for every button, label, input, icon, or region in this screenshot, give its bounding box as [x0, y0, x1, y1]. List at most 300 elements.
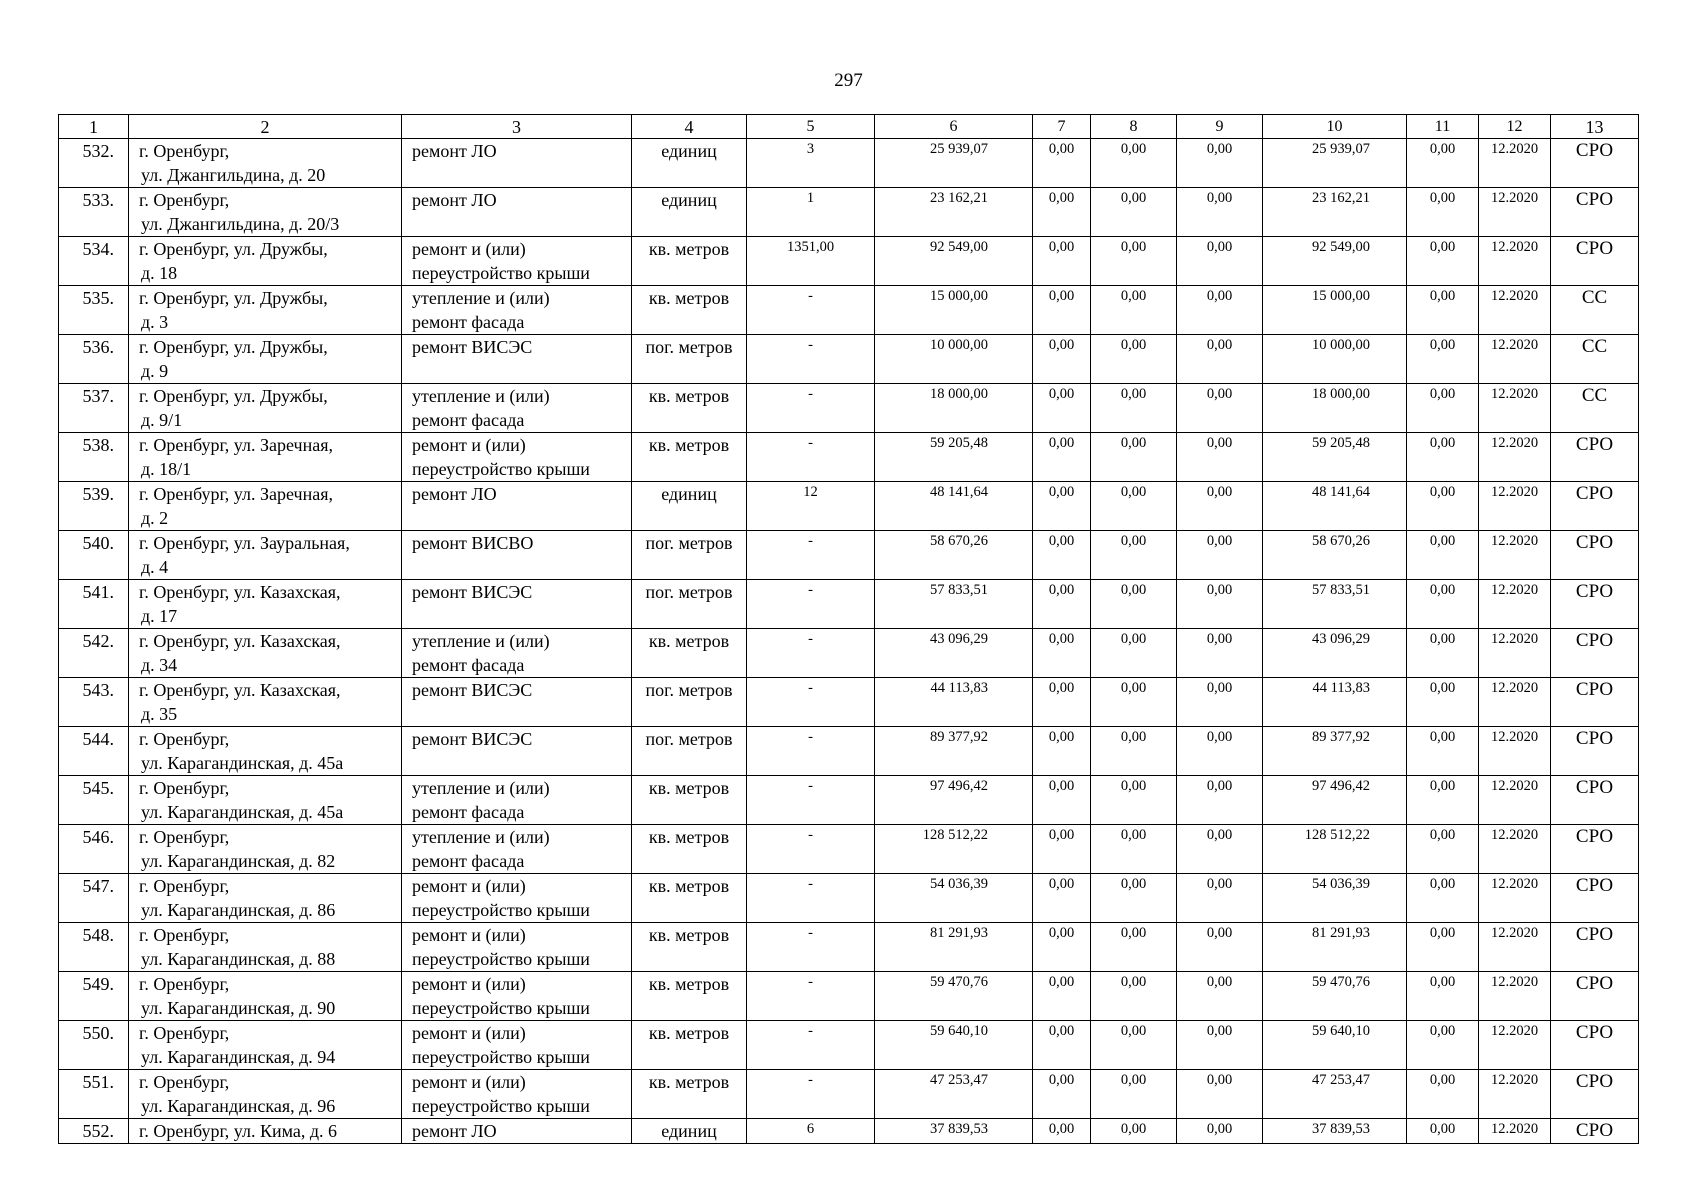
deadline-cell: 12.2020	[1479, 678, 1551, 727]
work-type-cell-line: ремонт фасада	[412, 851, 525, 871]
deadline-cell: 12.2020	[1479, 727, 1551, 776]
deadline-cell: 12.2020	[1479, 825, 1551, 874]
quantity-cell: -	[747, 825, 875, 874]
col7-cell: 0,00	[1033, 580, 1091, 629]
unit-cell: кв. метров	[632, 629, 747, 678]
col9-cell: 0,00	[1177, 629, 1263, 678]
col11-cell: 0,00	[1407, 286, 1479, 335]
work-type-cell-line: ремонт ВИСЭС	[412, 582, 533, 602]
row-number: 549.	[59, 972, 129, 1021]
work-type-cell-line: переустройство крыши	[412, 949, 590, 969]
address-cell-line: д. 2	[141, 508, 169, 528]
address-cell-line: г. Оренбург,	[139, 141, 230, 161]
address-cell-line: г. Оренбург, ул. Кима, д. 6	[139, 1121, 338, 1141]
work-type-cell-line: ремонт фасада	[412, 655, 525, 675]
address-cell	[129, 286, 402, 335]
col9-cell: 0,00	[1177, 139, 1263, 188]
col11-cell: 0,00	[1407, 1021, 1479, 1070]
work-type-cell	[402, 825, 632, 874]
col10-cell: 37 839,53	[1263, 1119, 1407, 1144]
col11-cell: 0,00	[1407, 531, 1479, 580]
address-cell	[129, 237, 402, 286]
unit-cell: кв. метров	[632, 237, 747, 286]
deadline-cell: 12.2020	[1479, 1070, 1551, 1119]
address-cell-line: г. Оренбург,	[139, 925, 230, 945]
unit-cell: кв. метров	[632, 433, 747, 482]
table-row	[59, 580, 1639, 629]
col9-cell: 0,00	[1177, 923, 1263, 972]
deadline-cell: 12.2020	[1479, 923, 1551, 972]
address-cell	[129, 1119, 402, 1144]
col9-cell: 0,00	[1177, 825, 1263, 874]
address-cell-line: г. Оренбург, ул. Дружбы,	[139, 288, 328, 308]
quantity-cell: 12	[747, 482, 875, 531]
unit-cell: пог. метров	[632, 335, 747, 384]
col10-cell: 59 470,76	[1263, 972, 1407, 1021]
address-cell-line: г. Оренбург,	[139, 1023, 230, 1043]
column-header-10: 10	[1263, 115, 1407, 139]
address-cell-line: ул. Карагандинская, д. 45а	[141, 802, 344, 822]
address-cell	[129, 580, 402, 629]
funding-source-cell: СРО	[1551, 531, 1639, 580]
total-cost-cell: 47 253,47	[875, 1070, 1033, 1119]
col9-cell: 0,00	[1177, 188, 1263, 237]
row-number: 534.	[59, 237, 129, 286]
deadline-cell: 12.2020	[1479, 482, 1551, 531]
address-cell-line: д. 35	[141, 704, 178, 724]
row-number: 540.	[59, 531, 129, 580]
col8-cell: 0,00	[1091, 335, 1177, 384]
total-cost-cell: 23 162,21	[875, 188, 1033, 237]
page-number: 297	[834, 70, 863, 91]
col9-cell: 0,00	[1177, 237, 1263, 286]
col8-cell: 0,00	[1091, 433, 1177, 482]
col7-cell: 0,00	[1033, 923, 1091, 972]
col11-cell: 0,00	[1407, 482, 1479, 531]
quantity-cell: 1	[747, 188, 875, 237]
work-type-cell	[402, 433, 632, 482]
col11-cell: 0,00	[1407, 776, 1479, 825]
col11-cell: 0,00	[1407, 433, 1479, 482]
header-row	[59, 115, 1639, 139]
column-header-4: 4	[632, 115, 747, 139]
deadline-cell: 12.2020	[1479, 433, 1551, 482]
col11-cell: 0,00	[1407, 923, 1479, 972]
table-row	[59, 1070, 1639, 1119]
col11-cell: 0,00	[1407, 580, 1479, 629]
col8-cell: 0,00	[1091, 1119, 1177, 1144]
quantity-cell: -	[747, 923, 875, 972]
col9-cell: 0,00	[1177, 286, 1263, 335]
col8-cell: 0,00	[1091, 1021, 1177, 1070]
work-type-cell-line: ремонт фасада	[412, 410, 525, 430]
work-type-cell	[402, 776, 632, 825]
total-cost-cell: 44 113,83	[875, 678, 1033, 727]
quantity-cell: -	[747, 580, 875, 629]
work-type-cell	[402, 923, 632, 972]
work-type-cell-line: ремонт ЛО	[412, 1121, 497, 1141]
total-cost-cell: 81 291,93	[875, 923, 1033, 972]
work-type-cell-line: переустройство крыши	[412, 998, 590, 1018]
address-cell	[129, 335, 402, 384]
work-type-cell-line: ремонт фасада	[412, 802, 525, 822]
work-type-cell-line: переустройство крыши	[412, 900, 590, 920]
address-cell-line: ул. Карагандинская, д. 82	[141, 851, 336, 871]
unit-cell: единиц	[632, 1119, 747, 1144]
work-type-cell-line: ремонт и (или)	[412, 435, 526, 455]
unit-cell: кв. метров	[632, 923, 747, 972]
work-type-cell	[402, 286, 632, 335]
funding-source-cell: СС	[1551, 335, 1639, 384]
col9-cell: 0,00	[1177, 776, 1263, 825]
funding-source-cell: СРО	[1551, 629, 1639, 678]
deadline-cell: 12.2020	[1479, 1119, 1551, 1144]
work-type-cell-line: ремонт и (или)	[412, 1023, 526, 1043]
col7-cell: 0,00	[1033, 335, 1091, 384]
funding-source-cell: СС	[1551, 286, 1639, 335]
col10-cell: 81 291,93	[1263, 923, 1407, 972]
deadline-cell: 12.2020	[1479, 188, 1551, 237]
col10-cell: 23 162,21	[1263, 188, 1407, 237]
col11-cell: 0,00	[1407, 629, 1479, 678]
col7-cell: 0,00	[1033, 972, 1091, 1021]
total-cost-cell: 43 096,29	[875, 629, 1033, 678]
table-row	[59, 384, 1639, 433]
address-cell-line: г. Оренбург, ул. Казахская,	[139, 631, 341, 651]
row-number: 551.	[59, 1070, 129, 1119]
table-body	[59, 115, 1639, 1144]
table-row	[59, 776, 1639, 825]
col9-cell: 0,00	[1177, 874, 1263, 923]
work-type-cell-line: ремонт и (или)	[412, 239, 526, 259]
row-number: 535.	[59, 286, 129, 335]
unit-cell: пог. метров	[632, 531, 747, 580]
col7-cell: 0,00	[1033, 433, 1091, 482]
col8-cell: 0,00	[1091, 678, 1177, 727]
table-row	[59, 629, 1639, 678]
work-type-cell-line: ремонт ЛО	[412, 190, 497, 210]
quantity-cell: 3	[747, 139, 875, 188]
col8-cell: 0,00	[1091, 629, 1177, 678]
address-cell-line: д. 9	[141, 361, 169, 381]
address-cell-line: г. Оренбург, ул. Дружбы,	[139, 337, 328, 357]
address-cell	[129, 139, 402, 188]
funding-source-cell: СРО	[1551, 580, 1639, 629]
unit-cell: кв. метров	[632, 286, 747, 335]
address-cell-line: г. Оренбург, ул. Заречная,	[139, 484, 333, 504]
quantity-cell: -	[747, 678, 875, 727]
deadline-cell: 12.2020	[1479, 972, 1551, 1021]
deadline-cell: 12.2020	[1479, 1021, 1551, 1070]
col9-cell: 0,00	[1177, 482, 1263, 531]
address-cell	[129, 531, 402, 580]
total-cost-cell: 92 549,00	[875, 237, 1033, 286]
funding-source-cell: СРО	[1551, 1021, 1639, 1070]
col11-cell: 0,00	[1407, 384, 1479, 433]
col11-cell: 0,00	[1407, 335, 1479, 384]
address-cell-line: г. Оренбург,	[139, 1072, 230, 1092]
data-table	[58, 114, 1639, 1144]
funding-source-cell: СС	[1551, 384, 1639, 433]
col7-cell: 0,00	[1033, 825, 1091, 874]
address-cell-line: ул. Карагандинская, д. 45а	[141, 753, 344, 773]
column-header-9: 9	[1177, 115, 1263, 139]
work-type-cell	[402, 139, 632, 188]
unit-cell: единиц	[632, 139, 747, 188]
table-row	[59, 923, 1639, 972]
address-cell	[129, 433, 402, 482]
work-type-cell	[402, 237, 632, 286]
unit-cell: единиц	[632, 482, 747, 531]
table-row	[59, 678, 1639, 727]
col7-cell: 0,00	[1033, 629, 1091, 678]
total-cost-cell: 18 000,00	[875, 384, 1033, 433]
work-type-cell	[402, 874, 632, 923]
work-type-cell	[402, 482, 632, 531]
col9-cell: 0,00	[1177, 678, 1263, 727]
address-cell-line: г. Оренбург, ул. Заречная,	[139, 435, 333, 455]
work-type-cell-line: утепление и (или)	[412, 827, 550, 847]
col8-cell: 0,00	[1091, 482, 1177, 531]
col11-cell: 0,00	[1407, 678, 1479, 727]
col7-cell: 0,00	[1033, 1119, 1091, 1144]
unit-cell: кв. метров	[632, 384, 747, 433]
address-cell	[129, 188, 402, 237]
address-cell	[129, 1021, 402, 1070]
address-cell-line: ул. Джангильдина, д. 20/3	[141, 214, 340, 234]
total-cost-cell: 59 470,76	[875, 972, 1033, 1021]
work-type-cell-line: утепление и (или)	[412, 386, 550, 406]
address-cell-line: ул. Карагандинская, д. 88	[141, 949, 336, 969]
address-cell-line: г. Оренбург, ул. Казахская,	[139, 582, 341, 602]
col10-cell: 15 000,00	[1263, 286, 1407, 335]
deadline-cell: 12.2020	[1479, 237, 1551, 286]
table-row	[59, 335, 1639, 384]
total-cost-cell: 25 939,07	[875, 139, 1033, 188]
work-type-cell-line: утепление и (или)	[412, 288, 550, 308]
col9-cell: 0,00	[1177, 1021, 1263, 1070]
quantity-cell: -	[747, 384, 875, 433]
row-number: 547.	[59, 874, 129, 923]
work-type-cell-line: ремонт ВИСЭС	[412, 729, 533, 749]
col10-cell: 57 833,51	[1263, 580, 1407, 629]
address-cell-line: ул. Карагандинская, д. 90	[141, 998, 336, 1018]
row-number: 543.	[59, 678, 129, 727]
work-type-cell	[402, 972, 632, 1021]
col10-cell: 59 205,48	[1263, 433, 1407, 482]
funding-source-cell: СРО	[1551, 237, 1639, 286]
unit-cell: единиц	[632, 188, 747, 237]
row-number: 548.	[59, 923, 129, 972]
col8-cell: 0,00	[1091, 580, 1177, 629]
total-cost-cell: 48 141,64	[875, 482, 1033, 531]
work-type-cell	[402, 1070, 632, 1119]
address-cell	[129, 923, 402, 972]
address-cell	[129, 482, 402, 531]
col8-cell: 0,00	[1091, 874, 1177, 923]
work-type-cell-line: ремонт и (или)	[412, 925, 526, 945]
col10-cell: 59 640,10	[1263, 1021, 1407, 1070]
funding-source-cell: СРО	[1551, 923, 1639, 972]
address-cell	[129, 874, 402, 923]
address-cell-line: г. Оренбург,	[139, 778, 230, 798]
col9-cell: 0,00	[1177, 384, 1263, 433]
column-header-12: 12	[1479, 115, 1551, 139]
column-header-13: 13	[1551, 115, 1639, 139]
col8-cell: 0,00	[1091, 923, 1177, 972]
col10-cell: 48 141,64	[1263, 482, 1407, 531]
address-cell-line: д. 18/1	[141, 459, 192, 479]
row-number: 536.	[59, 335, 129, 384]
total-cost-cell: 58 670,26	[875, 531, 1033, 580]
work-type-cell	[402, 188, 632, 237]
work-type-cell-line: переустройство крыши	[412, 459, 590, 479]
col10-cell: 89 377,92	[1263, 727, 1407, 776]
work-type-cell-line: ремонт и (или)	[412, 876, 526, 896]
column-header-6: 6	[875, 115, 1033, 139]
row-number: 545.	[59, 776, 129, 825]
column-header-8: 8	[1091, 115, 1177, 139]
unit-cell: кв. метров	[632, 874, 747, 923]
col7-cell: 0,00	[1033, 678, 1091, 727]
address-cell-line: д. 17	[141, 606, 178, 626]
col7-cell: 0,00	[1033, 1021, 1091, 1070]
work-type-cell	[402, 678, 632, 727]
col9-cell: 0,00	[1177, 727, 1263, 776]
col10-cell: 58 670,26	[1263, 531, 1407, 580]
work-type-cell-line: ремонт ЛО	[412, 484, 497, 504]
total-cost-cell: 97 496,42	[875, 776, 1033, 825]
col7-cell: 0,00	[1033, 727, 1091, 776]
work-type-cell-line: ремонт ЛО	[412, 141, 497, 161]
unit-cell: кв. метров	[632, 1021, 747, 1070]
table-row	[59, 727, 1639, 776]
col8-cell: 0,00	[1091, 286, 1177, 335]
unit-cell: пог. метров	[632, 580, 747, 629]
col11-cell: 0,00	[1407, 1119, 1479, 1144]
funding-source-cell: СРО	[1551, 678, 1639, 727]
table-row	[59, 531, 1639, 580]
col10-cell: 97 496,42	[1263, 776, 1407, 825]
col7-cell: 0,00	[1033, 1070, 1091, 1119]
col8-cell: 0,00	[1091, 237, 1177, 286]
row-number: 532.	[59, 139, 129, 188]
quantity-cell: -	[747, 335, 875, 384]
column-header-3: 3	[402, 115, 632, 139]
col9-cell: 0,00	[1177, 1070, 1263, 1119]
column-header-2: 2	[129, 115, 402, 139]
col8-cell: 0,00	[1091, 727, 1177, 776]
table-row	[59, 482, 1639, 531]
work-type-cell-line: переустройство крыши	[412, 263, 590, 283]
table-row	[59, 433, 1639, 482]
col8-cell: 0,00	[1091, 972, 1177, 1021]
col11-cell: 0,00	[1407, 972, 1479, 1021]
row-number: 533.	[59, 188, 129, 237]
work-type-cell	[402, 580, 632, 629]
work-type-cell-line: переустройство крыши	[412, 1047, 590, 1067]
work-type-cell-line: ремонт и (или)	[412, 974, 526, 994]
work-type-cell-line: ремонт ВИСВО	[412, 533, 534, 553]
address-cell-line: д. 9/1	[141, 410, 183, 430]
quantity-cell: -	[747, 629, 875, 678]
address-cell-line: г. Оренбург,	[139, 729, 230, 749]
funding-source-cell: СРО	[1551, 139, 1639, 188]
address-cell-line: д. 4	[141, 557, 169, 577]
col10-cell: 54 036,39	[1263, 874, 1407, 923]
funding-source-cell: СРО	[1551, 776, 1639, 825]
address-cell-line: г. Оренбург,	[139, 974, 230, 994]
funding-source-cell: СРО	[1551, 433, 1639, 482]
table-row	[59, 1021, 1639, 1070]
funding-source-cell: СРО	[1551, 482, 1639, 531]
address-cell-line: д. 3	[141, 312, 169, 332]
funding-source-cell: СРО	[1551, 188, 1639, 237]
table-row	[59, 286, 1639, 335]
unit-cell: кв. метров	[632, 972, 747, 1021]
address-cell	[129, 776, 402, 825]
work-type-cell	[402, 384, 632, 433]
column-header-11: 11	[1407, 115, 1479, 139]
funding-source-cell: СРО	[1551, 972, 1639, 1021]
col7-cell: 0,00	[1033, 237, 1091, 286]
quantity-cell: -	[747, 874, 875, 923]
quantity-cell: -	[747, 776, 875, 825]
quantity-cell: 1351,00	[747, 237, 875, 286]
deadline-cell: 12.2020	[1479, 874, 1551, 923]
table-row	[59, 972, 1639, 1021]
total-cost-cell: 10 000,00	[875, 335, 1033, 384]
quantity-cell: -	[747, 286, 875, 335]
address-cell-line: д. 18	[141, 263, 178, 283]
col10-cell: 43 096,29	[1263, 629, 1407, 678]
col7-cell: 0,00	[1033, 384, 1091, 433]
total-cost-cell: 37 839,53	[875, 1119, 1033, 1144]
address-cell-line: ул. Джангильдина, д. 20	[141, 165, 326, 185]
quantity-cell: -	[747, 1070, 875, 1119]
col8-cell: 0,00	[1091, 188, 1177, 237]
col8-cell: 0,00	[1091, 825, 1177, 874]
quantity-cell: 6	[747, 1119, 875, 1144]
deadline-cell: 12.2020	[1479, 139, 1551, 188]
address-cell-line: д. 34	[141, 655, 178, 675]
row-number: 542.	[59, 629, 129, 678]
deadline-cell: 12.2020	[1479, 335, 1551, 384]
unit-cell: пог. метров	[632, 678, 747, 727]
quantity-cell: -	[747, 972, 875, 1021]
address-cell	[129, 384, 402, 433]
deadline-cell: 12.2020	[1479, 384, 1551, 433]
deadline-cell: 12.2020	[1479, 776, 1551, 825]
row-number: 546.	[59, 825, 129, 874]
work-type-cell	[402, 1021, 632, 1070]
row-number: 552.	[59, 1119, 129, 1144]
col7-cell: 0,00	[1033, 188, 1091, 237]
unit-cell: кв. метров	[632, 825, 747, 874]
col8-cell: 0,00	[1091, 1070, 1177, 1119]
address-cell-line: ул. Карагандинская, д. 94	[141, 1047, 336, 1067]
address-cell-line: ул. Карагандинская, д. 86	[141, 900, 336, 920]
address-cell-line: г. Оренбург,	[139, 827, 230, 847]
table-row	[59, 139, 1639, 188]
work-type-cell-line: ремонт и (или)	[412, 1072, 526, 1092]
address-cell	[129, 727, 402, 776]
work-type-cell	[402, 531, 632, 580]
col10-cell: 47 253,47	[1263, 1070, 1407, 1119]
address-cell-line: г. Оренбург,	[139, 190, 230, 210]
total-cost-cell: 54 036,39	[875, 874, 1033, 923]
col9-cell: 0,00	[1177, 580, 1263, 629]
